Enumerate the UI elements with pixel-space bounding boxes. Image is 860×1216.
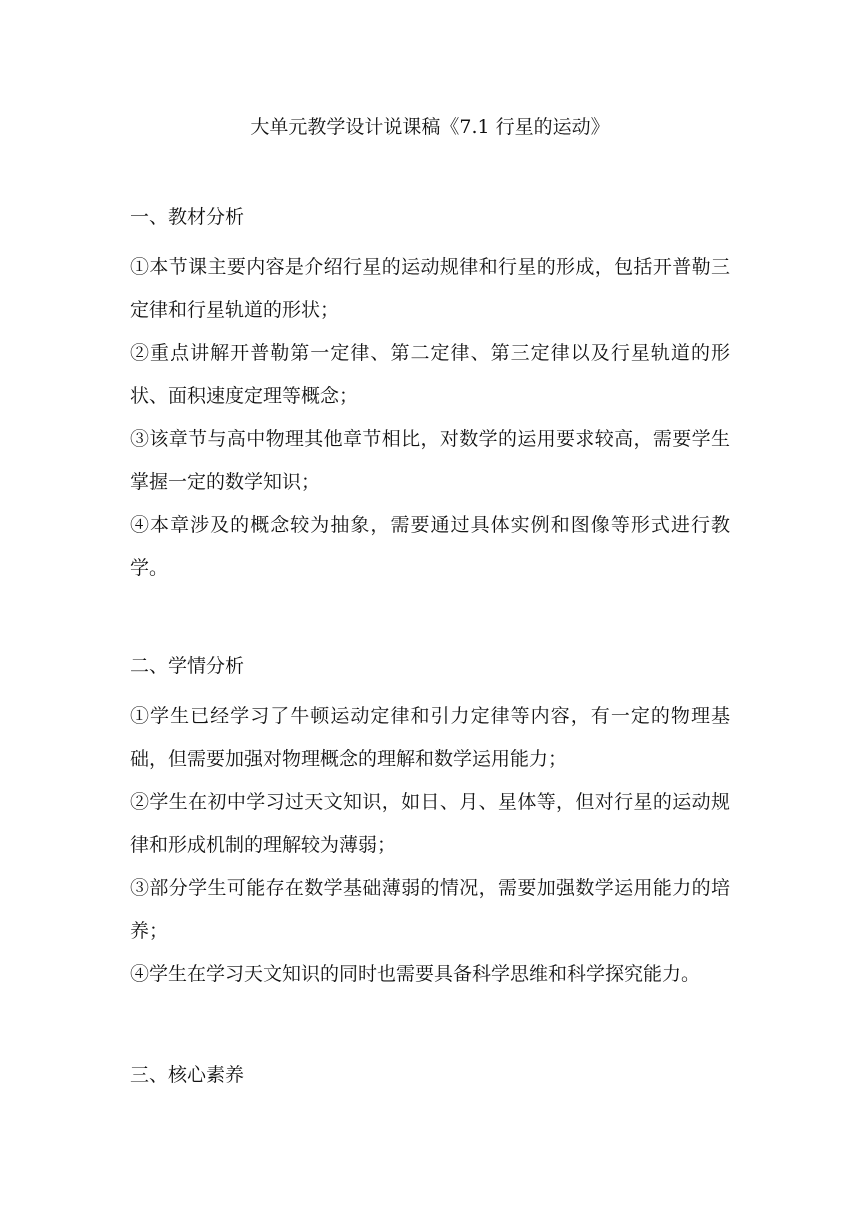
- section-heading: 一、教材分析: [130, 206, 245, 228]
- paragraph: ④学生在学习天文知识的同时也需要具备科学思维和科学探究能力。: [130, 963, 701, 985]
- paragraph: ①本节课主要内容是介绍行星的运动规律和行星的形成，包括开普勒三定律和行星轨道的形状；: [130, 256, 730, 321]
- section-student-analysis: [130, 651, 730, 996]
- section-heading: 三、核心素养: [130, 1064, 245, 1086]
- paragraph: ④本章涉及的概念较为抽象，需要通过具体实例和图像等形式进行教学。: [130, 514, 730, 579]
- paragraph: ③部分学生可能存在数学基础薄弱的情况，需要加强数学运用能力的培养；: [130, 877, 730, 942]
- section-heading: 二、学情分析: [130, 655, 245, 677]
- paragraph: ③该章节与高中物理其他章节相比，对数学的运用要求较高，需要学生掌握一定的数学知识；: [130, 428, 730, 493]
- section-textbook-analysis: [130, 202, 730, 590]
- document-title: 大单元教学设计说课稿《7.1 行星的运动》: [250, 116, 610, 138]
- section-core-literacy: [130, 1060, 730, 1090]
- paragraph: ②学生在初中学习过天文知识，如日、月、星体等，但对行星的运动规律和形成机制的理解较为薄弱；: [130, 791, 730, 856]
- paragraph: ②重点讲解开普勒第一定律、第二定律、第三定律以及行星轨道的形状、面积速度定理等概念；: [130, 342, 730, 407]
- paragraph: ①学生已经学习了牛顿运动定律和引力定律等内容，有一定的物理基础，但需要加强对物理概念的理解和数学运用能力；: [130, 705, 730, 770]
